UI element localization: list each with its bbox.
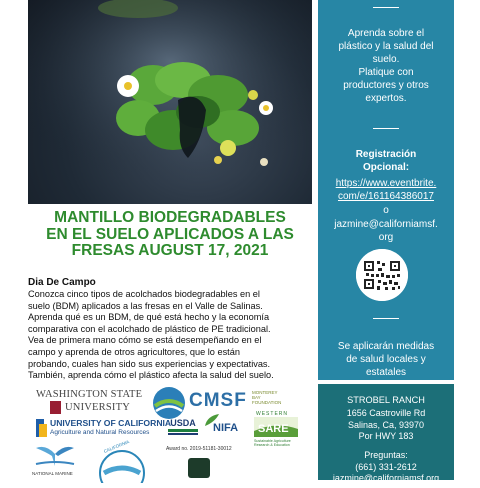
contact-email[interactable]: jazmine@californiamsf.org — [332, 473, 440, 483]
registration-email[interactable]: jazmine@californiamsf. org — [334, 219, 438, 243]
cmsf-circle-icon — [152, 386, 186, 420]
uc-bar-icon — [39, 424, 47, 437]
cmsf-logo-text: CMSF — [189, 390, 247, 411]
event-heading: Dia De Campo — [28, 277, 96, 288]
nifa-logo: NIFA — [205, 414, 239, 438]
registration-heading: Registración Opcional: — [355, 149, 417, 173]
info-sidebar — [318, 0, 454, 380]
whale-tail-icon — [32, 440, 78, 470]
ranch-address: 1656 Castroville Rd Salinas, Ca, 93970 Por HWY 183 — [346, 408, 426, 441]
award-number: Award no. 2019-51181-30012 — [166, 446, 232, 452]
usda-logo: USDA — [168, 418, 198, 438]
flower-icon — [117, 75, 139, 97]
contact-info: Preguntas: (661) 331-2612 jazmine@californiamsf.org — [318, 450, 454, 485]
event-description: Conozca cinco tipos de acolchados biodegradables en el suelo (BDM) aplicados a las fresas en el Valle de Salinas. Aprenda qué es un BDM, de qué está hecho y la economía comparativa con el acolchado de plástico de PE tradicional. Vea de primera mano cómo se está desempeñando en el campo y aprenda de otros agricultores, que lo están probando, cuales han sido sus experiencias y expectativas. También, aprenda cómo el plástico afecta la salud del suelo. — [28, 289, 274, 381]
strawberry-plant-illustration — [28, 0, 312, 204]
qr-code[interactable] — [356, 249, 408, 301]
wsu-shield-icon — [50, 401, 61, 414]
marine-sanctuary-logo: NATIONAL MARINE — [32, 440, 78, 480]
event-title: MANTILLO BIODEGRADABLES EN EL SUELO APLICADOS A LAS FRESAS AUGUST 17, 2021 — [46, 209, 294, 259]
divider — [373, 7, 399, 8]
health-measures: Se aplicarán medidas de salud locales y estatales — [337, 341, 435, 378]
california-logo: CALIFORNIA — [96, 443, 148, 483]
divider — [373, 318, 399, 319]
qr-code-icon — [356, 249, 408, 301]
or-word: o — [383, 205, 389, 216]
registration-link[interactable]: https://www.eventbrite. com/e/161164386017 — [335, 178, 437, 202]
ranch-name: STROBEL RANCH — [347, 395, 425, 405]
sare-logo: WESTERN SARE Sustainable Agriculture Research & Education — [254, 411, 300, 455]
strawberry-photo — [28, 0, 312, 204]
cmsf-subtext: MONTEREY BAY FOUNDATION — [252, 390, 282, 405]
intro-text: Aprenda sobre el plástico y la salud del suelo. Platique con productores y otros expertos. — [338, 28, 434, 104]
location-panel — [318, 384, 454, 483]
wsu-logo: WASHINGTON STATE UNIVERSITY — [36, 389, 143, 413]
divider — [373, 128, 399, 129]
phone-number[interactable]: (661) 331-2612 — [355, 461, 417, 472]
badge-logo-icon — [188, 458, 210, 478]
